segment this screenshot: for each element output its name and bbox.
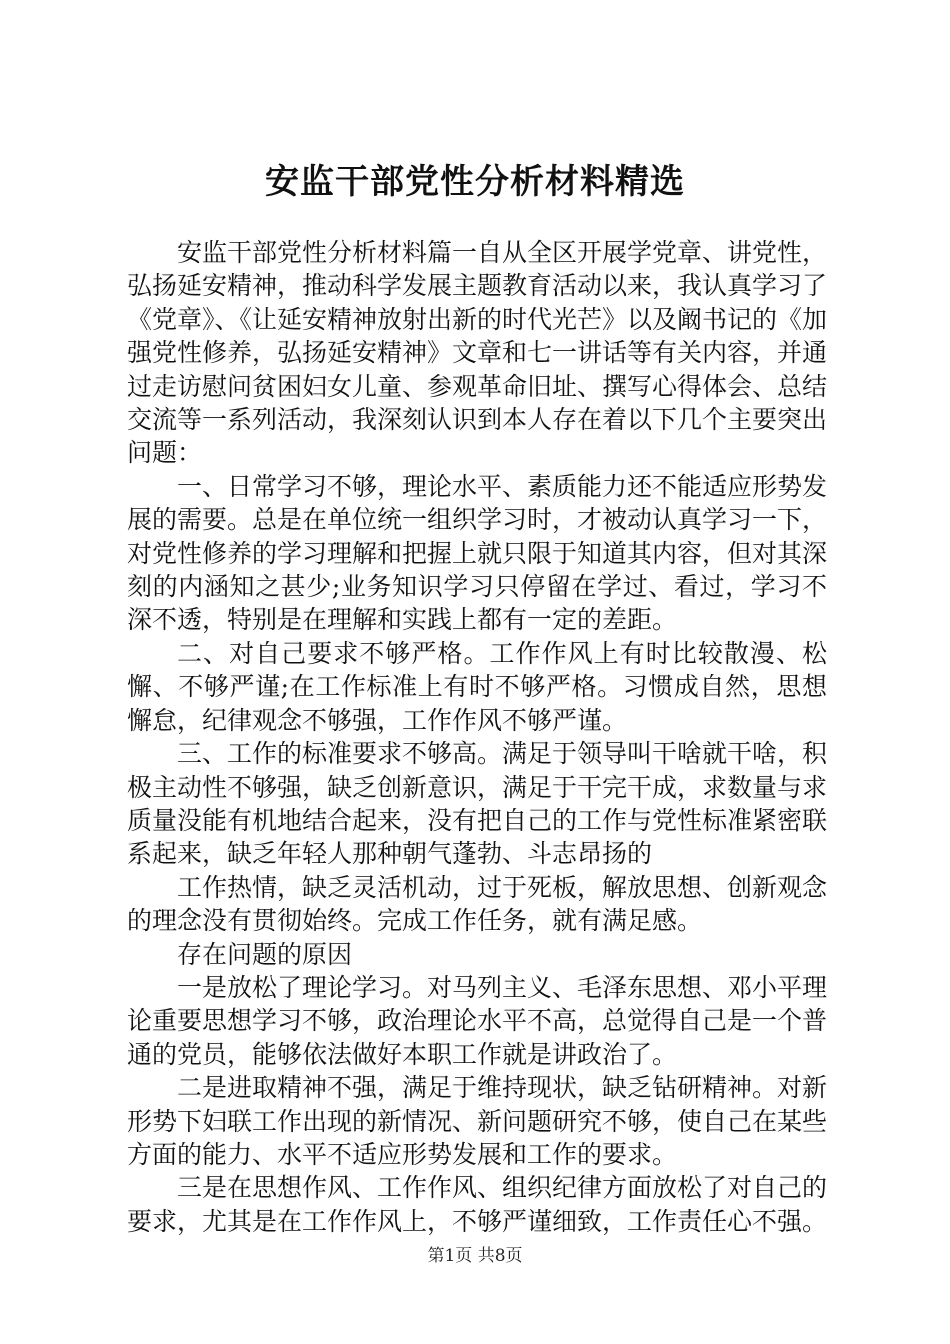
section-heading-causes: 存在问题的原因 bbox=[177, 939, 353, 969]
document-body bbox=[127, 236, 827, 1238]
paragraph-issue-2: 二、对自己要求不够严格。工作作风上有时比较散漫、松懈、不够严谨;在工作标准上有时不够严格。习惯成自然，思想懈怠，纪律观念不够强，工作作风不够严谨。 bbox=[127, 638, 827, 735]
page-number-footer: 第1页 共8页 bbox=[427, 1246, 523, 1266]
paragraph-cause-3: 三是在思想作风、工作作风、组织纪律方面放松了对自己的要求，尤其是在工作作风上，不够严谨细致，工作责任心不强。 bbox=[127, 1173, 828, 1236]
paragraph-cause-1: 一是放松了理论学习。对马列主义、毛泽东思想、邓小平理论重要思想学习不够，政治理论水平不高，总觉得自己是一个普通的党员，能够依法做好本职工作就是讲政治了。 bbox=[127, 972, 828, 1069]
paragraph-issue-1: 一、日常学习不够，理论水平、素质能力还不能适应形势发展的需要。总是在单位统一组织学习时，才被动认真学习一下，对党性修养的学习理解和把握上就只限于知道其内容，但对其深刻的内涵知之甚少;业务知识学习只停留在学过、看过，学习不深不透，特别是在理解和实践上都有一定的差距。 bbox=[127, 471, 828, 635]
paragraph-cause-2: 二是进取精神不强，满足于维持现状，缺乏钻研精神。对新形势下妇联工作出现的新情况、新问题研究不够，使自己在某些方面的能力、水平不适应形势发展和工作的要求。 bbox=[127, 1073, 828, 1169]
paragraph-issue-3: 三、工作的标准要求不够高。满足于领导叫干啥就干啥，积极主动性不够强，缺乏创新意识，满足于干完干成，求数量与求质量没能有机地结合起来，没有把自己的工作与党性标准紧密联系起来，缺乏年轻人那种朝气蓬勃、斗志昂扬的 bbox=[127, 739, 828, 869]
paragraph-intro: 安监干部党性分析材料篇一自从全区开展学党章、讲党性，弘扬延安精神，推动科学发展主题教育活动以来，我认真学习了《党章》、《让延安精神放射出新的时代光芒》以及阚书记的《加强党性修养，弘扬延安精神》文章和七一讲话等有关内容，并通过走访慰问贫困妇女儿童、参观革命旧址、撰写心得体会、总结交流等一系列活动，我深刻认识到本人存在着以下几个主要突出问题： bbox=[127, 238, 828, 468]
paragraph-issue-3-continued: 工作热情，缺乏灵活机动，过于死板，解放思想、创新观念的理念没有贯彻始终。完成工作任务，就有满足感。 bbox=[127, 872, 828, 936]
document-title: 安监干部党性分析材料精选 bbox=[265, 162, 685, 202]
